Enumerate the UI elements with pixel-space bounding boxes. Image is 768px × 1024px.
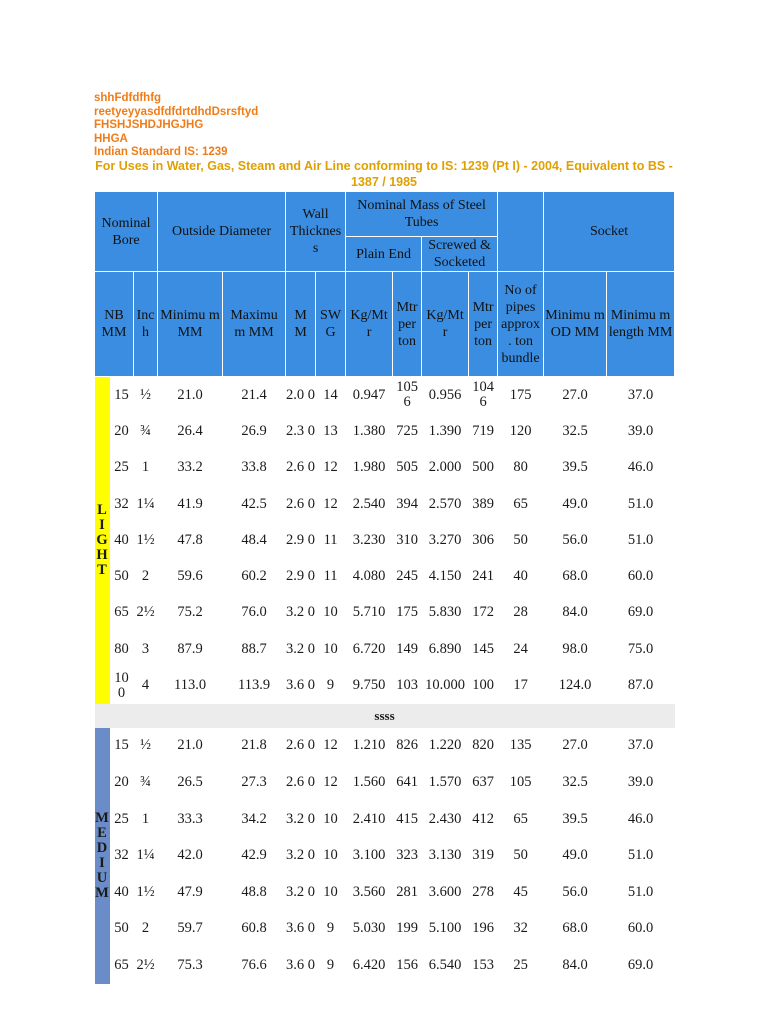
cell-od-min: 47.9 [177, 883, 203, 900]
cell-sock-len: 75.0 [627, 640, 654, 657]
cell-kg2: 5.100 [428, 920, 462, 937]
cell-od-min: 41.9 [177, 495, 203, 512]
cell-sock-od: 39.5 [562, 459, 588, 476]
header-screwed-socketed: Screwed & Socketed [422, 237, 498, 272]
cell-sock-od: 32.5 [562, 422, 588, 439]
cell-pipes: 28 [513, 604, 528, 621]
cell-mm: 2.0 0 [286, 386, 316, 403]
cell-od-max: 60.8 [241, 920, 267, 937]
cell-kg1: 1.560 [352, 774, 386, 791]
cell-mtr1: 725 [396, 422, 418, 439]
cell-mm: 3.6 0 [286, 957, 316, 974]
cell-kg1: 3.100 [352, 847, 386, 864]
intro-line: reetyeyyasdfdfdrtdhdDsrsftyd [94, 105, 259, 118]
cell-nb: 20 [114, 422, 129, 439]
cell-od-min: 21.0 [177, 737, 203, 754]
cell-swg: 9 [326, 920, 335, 937]
table-row [95, 631, 675, 667]
cell-sock-len: 46.0 [627, 459, 654, 476]
cell-swg: 12 [323, 774, 338, 791]
cell-kg1: 1.210 [352, 737, 386, 754]
cell-nb: 15 [114, 386, 129, 403]
cell-pipes: 65 [513, 495, 528, 512]
cell-kg1: 3.560 [352, 883, 386, 900]
cell-sock-od: 98.0 [562, 640, 588, 657]
table-row [95, 947, 675, 984]
cell-od-min: 47.8 [177, 531, 203, 548]
cell-mm: 3.2 0 [286, 883, 316, 900]
cell-od-max: 21.8 [241, 737, 267, 754]
cell-od-max: 113.9 [237, 677, 271, 694]
cell-sock-len: 39.0 [627, 774, 654, 791]
cell-mtr2: 637 [472, 774, 494, 791]
table-row [95, 413, 675, 449]
cell-sock-od: 49.0 [562, 847, 588, 864]
table-row [95, 486, 675, 522]
cell-swg: 10 [323, 810, 338, 827]
cell-swg: 9 [326, 677, 335, 694]
cell-od-min: 113.0 [173, 677, 207, 694]
band-light-label [95, 377, 110, 704]
cell-pipes: 50 [513, 847, 528, 864]
cell-inch: 1½ [136, 883, 155, 900]
cell-mtr1: 826 [396, 737, 418, 754]
cell-inch: ¾ [140, 422, 151, 439]
cell-od-max: 88.7 [241, 640, 267, 657]
cell-sock-od: 32.5 [562, 774, 588, 791]
cell-mm: 2.6 0 [286, 737, 316, 754]
cell-kg2: 4.150 [428, 568, 462, 585]
cell-mtr1: 310 [396, 531, 418, 548]
cell-sock-od: 27.0 [562, 737, 588, 754]
cell-swg: 14 [323, 386, 338, 403]
cell-kg2: 6.540 [428, 957, 462, 974]
cell-od-min: 75.2 [177, 604, 203, 621]
table-row [95, 728, 675, 765]
cell-sock-len: 60.0 [627, 920, 654, 937]
cell-mtr1: 323 [396, 847, 418, 864]
cell-sock-od: 39.5 [562, 810, 588, 827]
cell-nb: 32 [114, 495, 129, 512]
cell-kg1: 1.980 [352, 459, 386, 476]
cell-mtr2: 306 [472, 531, 494, 548]
cell-sock-od: 49.0 [562, 495, 588, 512]
header-mtr-per-ton-screwed: Mtr per ton [469, 272, 498, 377]
intro-line: FHSHJSHDJHGJHG [94, 119, 204, 132]
cell-mm: 3.2 0 [286, 847, 316, 864]
cell-kg2: 2.570 [428, 495, 462, 512]
cell-pipes: 50 [513, 531, 528, 548]
cell-pipes: 80 [513, 459, 528, 476]
cell-mtr1: 105 6 [396, 379, 418, 411]
table-row [95, 522, 675, 558]
cell-nb: 10 0 [114, 669, 129, 701]
cell-nb: 80 [114, 640, 129, 657]
cell-od-min: 21.0 [177, 386, 203, 403]
cell-inch: 4 [141, 677, 150, 694]
cell-mtr2: 820 [472, 737, 494, 754]
cell-inch: 1¼ [136, 495, 155, 512]
cell-sock-len: 60.0 [627, 568, 654, 585]
header-socket-length: Minimu m length MM [607, 272, 675, 377]
cell-pipes: 40 [513, 568, 528, 585]
cell-mtr1: 394 [396, 495, 418, 512]
cell-sock-od: 56.0 [562, 883, 588, 900]
cell-nb: 40 [114, 531, 129, 548]
table-row [95, 911, 675, 948]
separator-row [95, 704, 675, 728]
intro-text-block [94, 92, 694, 160]
cell-kg1: 0.947 [352, 386, 386, 403]
cell-mtr1: 505 [396, 459, 418, 476]
cell-mtr1: 175 [396, 604, 418, 621]
cell-inch: 3 [141, 640, 150, 657]
header-od-max: Maximu m MM [223, 272, 286, 377]
cell-kg1: 3.230 [352, 531, 386, 548]
band-letter: I [99, 854, 105, 871]
intro-line: shhFdfdfhfg [94, 92, 162, 104]
intro-line: HHGA [94, 132, 128, 145]
band-letter: H [96, 546, 108, 563]
cell-mtr1: 149 [396, 640, 418, 657]
cell-sock-od: 56.0 [562, 531, 588, 548]
cell-swg: 10 [323, 847, 338, 864]
cell-kg2: 2.000 [428, 459, 462, 476]
cell-swg: 12 [323, 459, 338, 476]
cell-kg2: 10.000 [425, 677, 465, 694]
cell-nb: 40 [114, 883, 129, 900]
cell-swg: 11 [323, 531, 338, 548]
cell-pipes: 17 [513, 677, 528, 694]
cell-nb: 65 [114, 604, 129, 621]
cell-kg2: 0.956 [428, 386, 462, 403]
header-socket-od: Minimu m OD MM [544, 272, 607, 377]
header-mtr-per-ton-plain: Mtr per ton [393, 272, 422, 377]
cell-sock-od: 84.0 [562, 957, 588, 974]
cell-od-max: 27.3 [241, 774, 267, 791]
cell-inch: 2 [141, 568, 150, 585]
cell-sock-len: 46.0 [627, 810, 654, 827]
cell-kg1: 6.720 [352, 640, 386, 657]
cell-od-max: 34.2 [241, 810, 267, 827]
cell-mtr2: 389 [472, 495, 494, 512]
header-blank [498, 192, 544, 272]
cell-mtr1: 245 [396, 568, 418, 585]
cell-nb: 20 [114, 774, 129, 791]
cell-od-max: 42.5 [241, 495, 267, 512]
cell-od-max: 21.4 [241, 386, 267, 403]
cell-kg1: 2.540 [352, 495, 386, 512]
cell-pipes: 65 [513, 810, 528, 827]
cell-mm: 2.6 0 [286, 495, 316, 512]
table-body [95, 377, 675, 984]
cell-inch: 1¼ [136, 847, 155, 864]
cell-mm: 3.2 0 [286, 604, 316, 621]
cell-mtr1: 103 [396, 677, 418, 694]
cell-od-max: 76.0 [241, 604, 267, 621]
cell-mtr2: 100 [472, 677, 494, 694]
cell-sock-od: 84.0 [562, 604, 588, 621]
cell-mm: 3.2 0 [286, 810, 316, 827]
cell-od-min: 75.3 [177, 957, 203, 974]
cell-mtr2: 196 [472, 920, 494, 937]
cell-mtr2: 412 [472, 810, 494, 827]
band-letter: L [97, 501, 107, 518]
cell-od-min: 87.9 [177, 640, 203, 657]
band-letter: U [96, 869, 108, 886]
cell-mtr2: 278 [472, 883, 494, 900]
table-row [95, 837, 675, 874]
table-row [95, 874, 675, 911]
cell-sock-od: 27.0 [562, 386, 588, 403]
band-letter: M [95, 809, 109, 826]
cell-pipes: 175 [509, 386, 532, 403]
cell-kg1: 9.750 [352, 677, 386, 694]
cell-nb: 50 [114, 568, 129, 585]
cell-mtr2: 104 6 [472, 379, 494, 411]
cell-swg: 9 [326, 957, 335, 974]
cell-sock-len: 39.0 [627, 422, 654, 439]
cell-od-max: 26.9 [241, 422, 267, 439]
cell-mtr2: 172 [472, 604, 494, 621]
cell-inch: 2½ [136, 604, 155, 621]
band-letter: I [99, 516, 105, 533]
table-row [95, 595, 675, 631]
cell-swg: 12 [323, 737, 338, 754]
cell-kg1: 2.410 [352, 810, 386, 827]
cell-pipes: 45 [513, 883, 528, 900]
cell-sock-len: 51.0 [627, 847, 654, 864]
cell-pipes: 25 [513, 957, 528, 974]
cell-mtr2: 153 [472, 957, 494, 974]
cell-sock-len: 69.0 [627, 604, 654, 621]
cell-inch: 1 [141, 810, 150, 827]
cell-pipes: 120 [509, 422, 532, 439]
cell-nb: 25 [114, 459, 129, 476]
cell-kg1: 1.380 [352, 422, 386, 439]
separator-text: ssss [95, 704, 675, 728]
header-nominal-bore: Nominal Bore [95, 192, 158, 272]
cell-nb: 50 [114, 920, 129, 937]
cell-mm: 2.6 0 [286, 459, 316, 476]
cell-od-min: 42.0 [177, 847, 203, 864]
cell-pipes: 24 [513, 640, 528, 657]
cell-mm: 2.6 0 [286, 774, 316, 791]
cell-inch: ¾ [140, 774, 151, 791]
cell-kg2: 3.600 [428, 883, 462, 900]
cell-mtr1: 199 [396, 920, 418, 937]
cell-mm: 2.3 0 [286, 422, 316, 439]
header-kg-mtr-plain: Kg/Mt r [346, 272, 393, 377]
cell-sock-len: 37.0 [627, 386, 654, 403]
band-medium-label [95, 728, 110, 984]
cell-kg2: 3.270 [428, 531, 462, 548]
cell-mtr2: 719 [472, 422, 494, 439]
cell-kg2: 1.390 [428, 422, 462, 439]
cell-od-min: 59.6 [177, 568, 203, 585]
band-letter: E [97, 824, 107, 841]
cell-kg1: 5.030 [352, 920, 386, 937]
cell-sock-len: 51.0 [627, 495, 654, 512]
cell-nb: 25 [114, 810, 129, 827]
cell-swg: 10 [323, 604, 338, 621]
cell-mtr2: 241 [472, 568, 494, 585]
header-kg-mtr-screwed: Kg/Mt r [422, 272, 469, 377]
cell-od-max: 76.6 [241, 957, 267, 974]
cell-kg1: 5.710 [352, 604, 386, 621]
header-outside-diameter: Outside Diameter [158, 192, 286, 272]
header-inch: Inc h [134, 272, 158, 377]
header-od-min: Minimu m MM [158, 272, 223, 377]
cell-swg: 13 [323, 422, 338, 439]
intro-line: Indian Standard IS: 1239 [94, 146, 228, 159]
table-row [95, 667, 675, 703]
cell-pipes: 135 [509, 737, 532, 754]
cell-nb: 32 [114, 847, 129, 864]
cell-inch: 1 [141, 459, 150, 476]
cell-kg2: 1.220 [428, 737, 462, 754]
cell-kg2: 2.430 [428, 810, 462, 827]
cell-kg2: 1.570 [428, 774, 462, 791]
cell-sock-od: 124.0 [558, 677, 592, 694]
cell-inch: ½ [140, 737, 151, 754]
cell-inch: 2½ [136, 957, 155, 974]
cell-kg1: 6.420 [352, 957, 386, 974]
cell-od-min: 59.7 [177, 920, 203, 937]
header-mm: M M [286, 272, 316, 377]
cell-sock-len: 51.0 [627, 883, 654, 900]
header-socket: Socket [544, 192, 675, 272]
cell-mm: 3.6 0 [286, 920, 316, 937]
cell-mm: 2.9 0 [286, 531, 316, 548]
header-swg: SW G [316, 272, 346, 377]
cell-mtr1: 281 [396, 883, 418, 900]
cell-swg: 10 [323, 883, 338, 900]
table-row [95, 764, 675, 801]
cell-mtr2: 145 [472, 640, 494, 657]
cell-mtr2: 500 [472, 459, 494, 476]
header-nb-mm: NB MM [95, 272, 134, 377]
cell-sock-len: 87.0 [627, 677, 654, 694]
cell-pipes: 32 [513, 920, 528, 937]
cell-mm: 3.2 0 [286, 640, 316, 657]
cell-inch: ½ [140, 386, 151, 403]
cell-mm: 3.6 0 [286, 677, 316, 694]
cell-kg2: 5.830 [428, 604, 462, 621]
cell-nb: 15 [114, 737, 129, 754]
cell-sock-len: 69.0 [627, 957, 654, 974]
header-plain-end: Plain End [346, 237, 422, 272]
cell-sock-len: 37.0 [627, 737, 654, 754]
cell-pipes: 105 [509, 774, 532, 791]
table-row [95, 377, 675, 414]
cell-mtr1: 156 [396, 957, 418, 974]
cell-od-max: 48.8 [241, 883, 267, 900]
cell-od-max: 60.2 [241, 568, 267, 585]
cell-swg: 10 [323, 640, 338, 657]
cell-inch: 2 [141, 920, 150, 937]
cell-nb: 65 [114, 957, 129, 974]
band-letter: M [95, 884, 109, 901]
cell-od-max: 33.8 [241, 459, 267, 476]
cell-kg1: 4.080 [352, 568, 386, 585]
table-row [95, 450, 675, 486]
band-letter: D [96, 839, 108, 856]
cell-od-min: 26.5 [177, 774, 203, 791]
header-nominal-mass: Nominal Mass of Steel Tubes [346, 192, 498, 237]
cell-sock-od: 68.0 [562, 568, 588, 585]
header-pipes-per-bundle: No of pipes approx . ton bundle [498, 272, 544, 377]
cell-mm: 2.9 0 [286, 568, 316, 585]
cell-od-min: 33.3 [177, 810, 203, 827]
table-row [95, 558, 675, 594]
cell-mtr2: 319 [472, 847, 494, 864]
cell-od-max: 42.9 [241, 847, 267, 864]
cell-mtr1: 641 [396, 774, 418, 791]
cell-od-min: 33.2 [177, 459, 203, 476]
cell-od-min: 26.4 [177, 422, 203, 439]
cell-mtr1: 415 [396, 810, 418, 827]
cell-kg2: 3.130 [428, 847, 462, 864]
cell-swg: 12 [323, 495, 338, 512]
cell-sock-od: 68.0 [562, 920, 588, 937]
pipe-spec-table [94, 191, 675, 984]
cell-sock-len: 51.0 [627, 531, 654, 548]
cell-kg2: 6.890 [428, 640, 462, 657]
table-row [95, 801, 675, 838]
cell-inch: 1½ [136, 531, 155, 548]
band-letter: G [96, 531, 108, 548]
cell-od-max: 48.4 [241, 531, 267, 548]
cell-swg: 11 [323, 568, 338, 585]
table-subtitle: For Uses in Water, Gas, Steam and Air Line conforming to IS: 1239 (Pt I) - 2004, Equivalent to BS - 1387 / 1985 [95, 159, 673, 189]
band-letter: T [97, 561, 107, 578]
header-wall-thickness: Wall Thicknes s [286, 192, 346, 272]
